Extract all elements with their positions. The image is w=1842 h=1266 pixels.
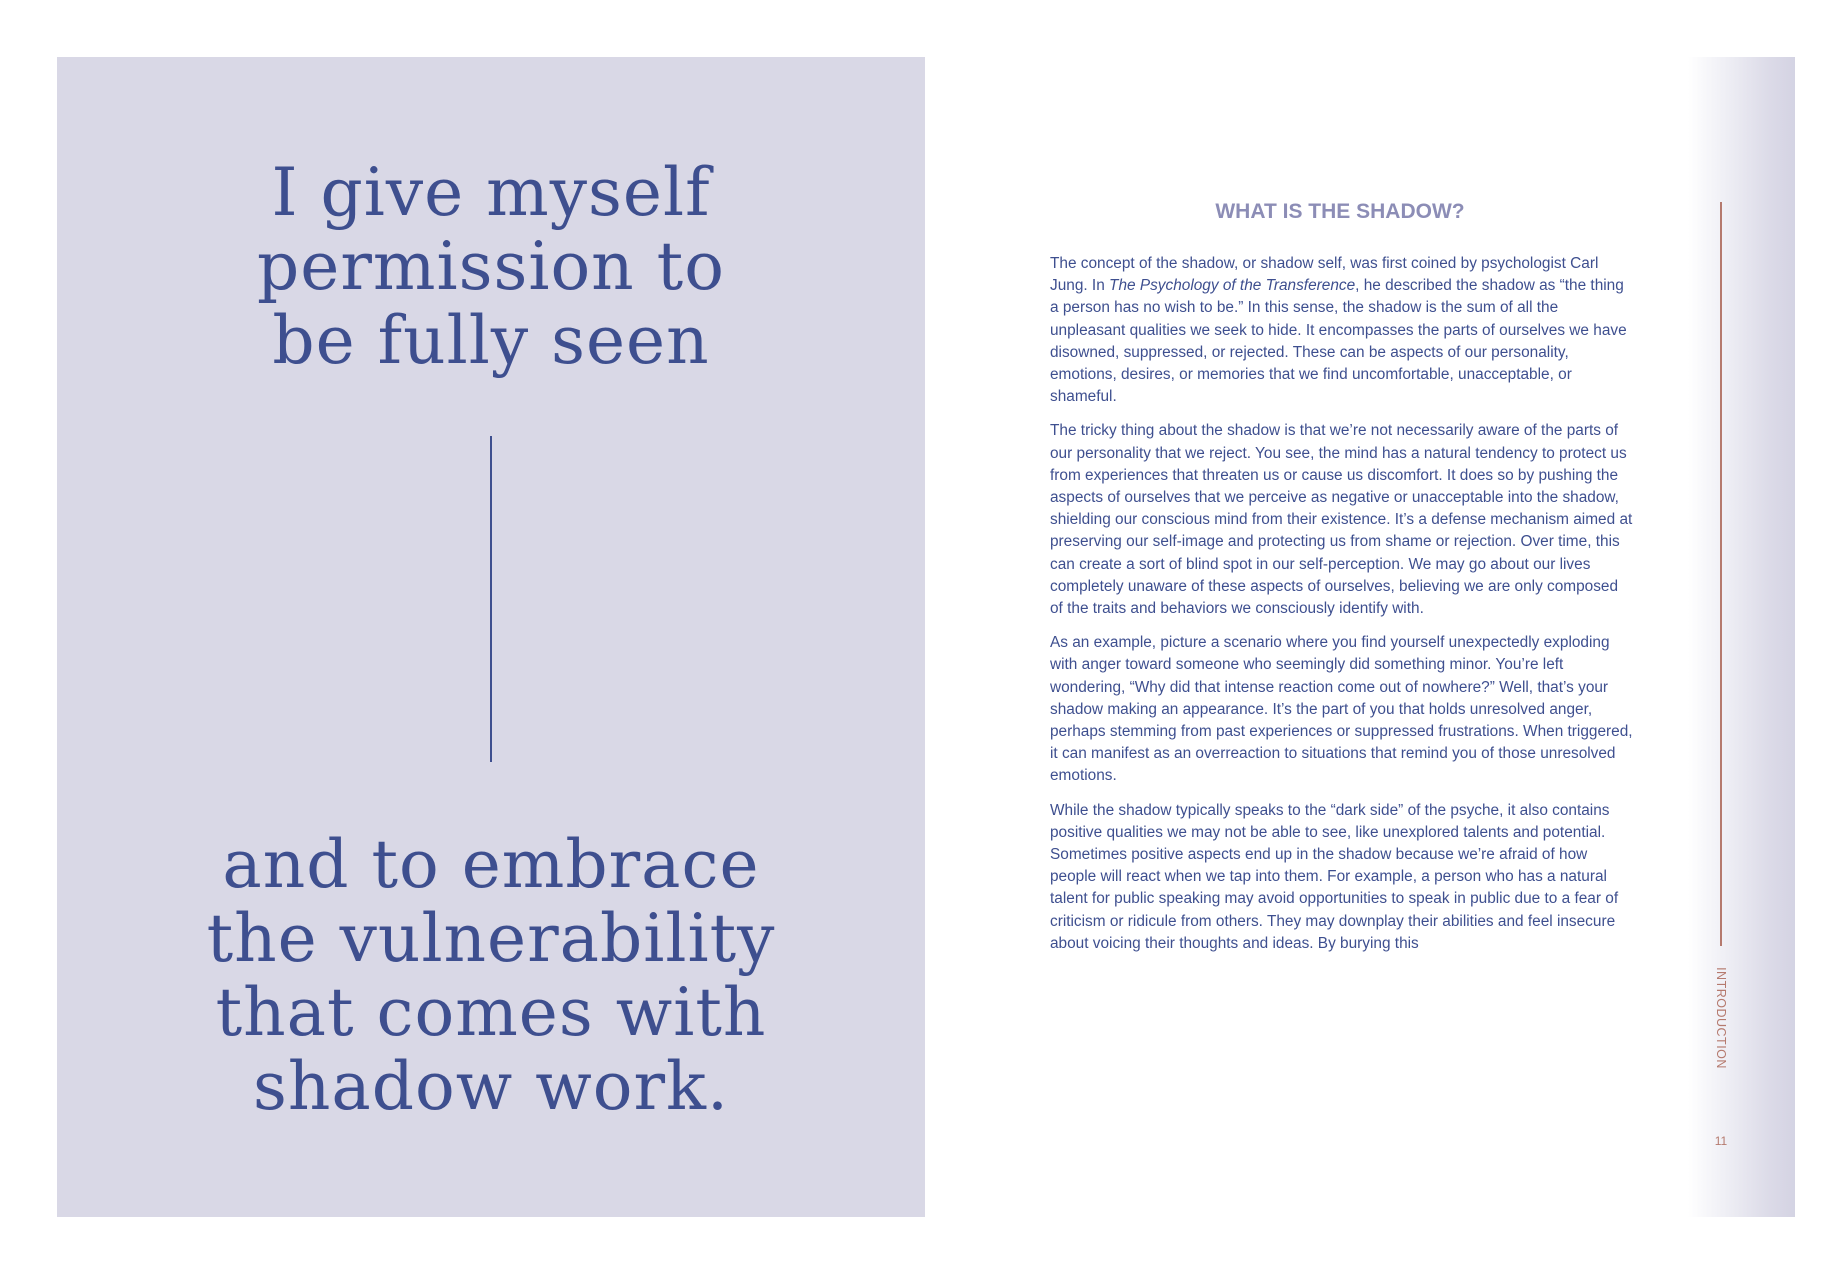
page-edge-shading (1688, 57, 1795, 1217)
paragraph (1050, 253, 1633, 408)
paragraph-text: The concept of the shadow, or shadow self, was first coined by psychologist Carl Jung. In (1050, 255, 1599, 295)
quote-top (57, 156, 925, 378)
paragraph: The tricky thing about the shadow is that we’re not necessarily aware of the parts of our personality that we reject. You see, the mind has a natural tendency to protect us from experiences that threaten us or cause us discomfort. It does so by pushing the aspects of ourselves that we perceive as negative or unacceptable into the shadow, shielding our conscious mind from their existence. It’s a defense mechanism aimed at preserving our self-image and protecting us from shame or rejection. Over time, this can create a sort of blind spot in our self-perception. We may go about our lives completely unaware of these aspects of ourselves, believing we are only composed of the traits and behaviors we consciously identify with. (1050, 422, 1633, 618)
section-title: WHAT IS THE SHADOW? (1215, 200, 1465, 223)
side-rule (1720, 202, 1722, 946)
page-number: 11 (1714, 1134, 1728, 1148)
quote-bottom (57, 828, 925, 1124)
quote-bottom-line: the vulnerability (206, 900, 776, 977)
quote-top-line: permission to (257, 228, 725, 305)
running-head: INTRODUCTION (1714, 967, 1728, 1069)
quote-bottom-line: shadow work. (253, 1048, 729, 1125)
body-text (1050, 253, 1633, 967)
quote-top-line: I give myself (271, 154, 711, 231)
quote-divider-line (490, 436, 492, 762)
quote-bottom-line: that comes with (215, 974, 767, 1051)
paragraph: As an example, picture a scenario where you find yourself unexpectedly exploding with anger toward someone who seemingly did something minor. You’re left wondering, “Why did that intense reaction come out of nowhere?” Well, that’s your shadow making an appearance. It’s the part of you that holds unresolved anger, perhaps stemming from past experiences or suppressed frustrations. When triggered, it can manifest as an overreaction to situations that remind you of those unresolved emotions. (1050, 634, 1633, 785)
book-title: The Psychology of the Transference (1109, 277, 1356, 295)
paragraph: While the shadow typically speaks to the “dark side” of the psyche, it also contains positive qualities we may not be able to see, like unexplored talents and potential. Sometimes positive aspects end up in the shadow because we’re afraid of how people will react when we tap into them. For example, a person who has a natural talent for public speaking may avoid opportunities to speak in public due to a fear of criticism or ridicule from others. They may downplay their abilities and feel insecure about voicing their thoughts and ideas. By burying this (1050, 801, 1619, 952)
quote-top-line: be fully seen (272, 302, 710, 379)
paragraph-text: , he described the shadow as “the thing a person has no wish to be.” In this sense, the shadow is the sum of all the unpleasant qualities we seek to hide. It encompasses the parts of ourselves we have disowned, suppressed, or rejected. These can be aspects of our personality, emotions, desires, or memories that we find uncomfortable, unacceptable, or shameful. (1050, 277, 1627, 406)
quote-bottom-line: and to embrace (222, 826, 760, 903)
